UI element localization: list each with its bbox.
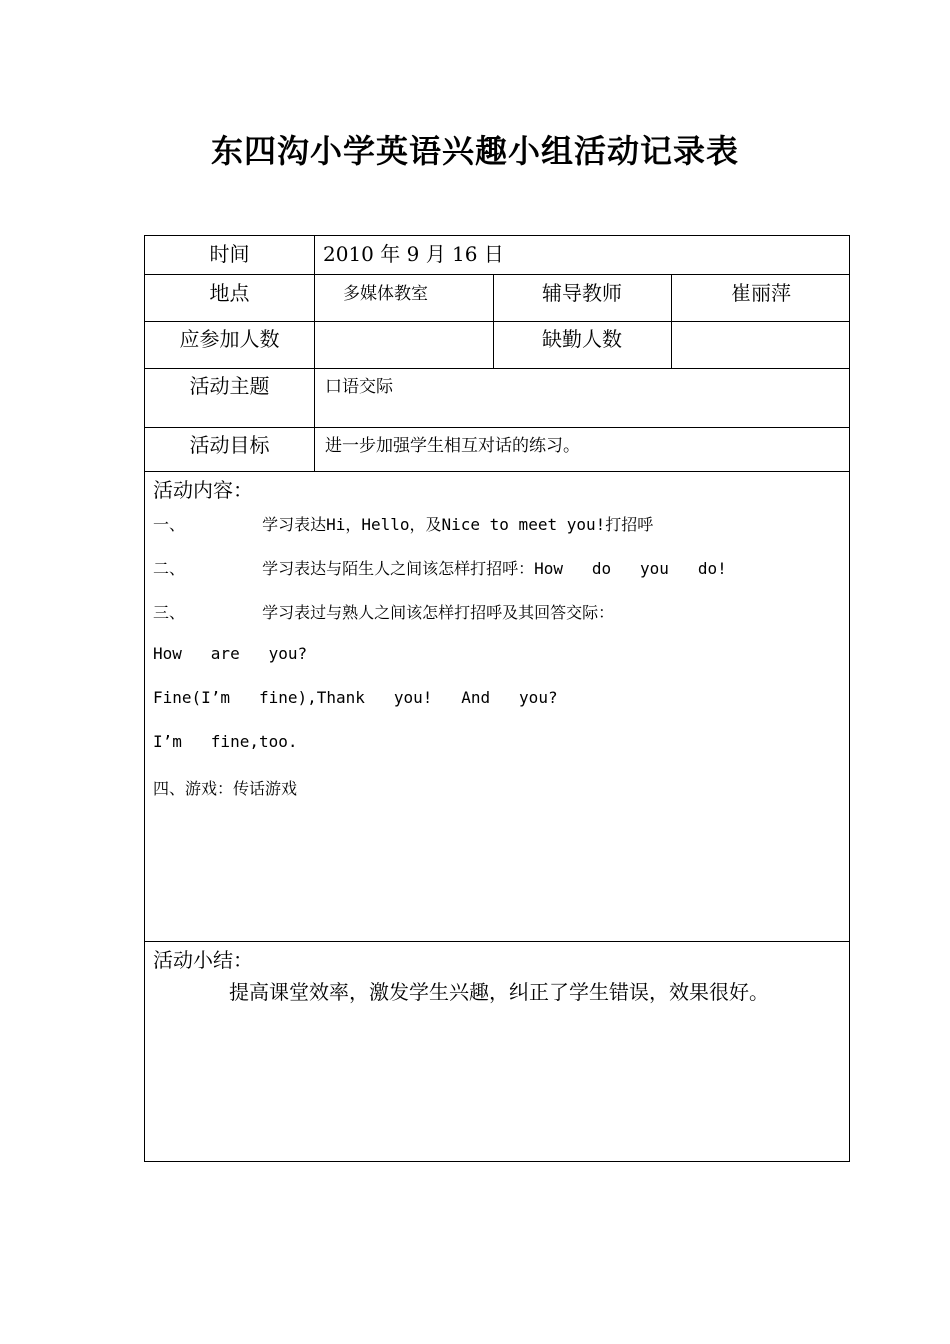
- row-divider: [145, 941, 849, 942]
- row-divider: [145, 274, 849, 275]
- expected-count-label: 应参加人数: [179, 327, 280, 351]
- content-line: I’m fine,too.: [153, 732, 298, 751]
- summary-text: 提高课堂效率，激发学生兴趣，纠正了学生错误，效果很好。: [229, 980, 769, 1004]
- activity-record-form: [144, 235, 850, 1162]
- content-line: 三、 学习表过与熟人之间该怎样打招呼及其回答交际：: [153, 603, 615, 622]
- column-divider: [314, 236, 315, 471]
- tutor-label: 辅导教师: [542, 281, 622, 305]
- tutor-value: 崔丽萍: [731, 281, 791, 305]
- row-divider: [145, 471, 849, 472]
- content-line: 一、 学习表达Hi，Hello，及Nice to meet you!打招呼: [153, 515, 654, 534]
- content-line: How are you?: [153, 644, 308, 663]
- time-value: 2010 年 9 月 16 日: [323, 242, 504, 266]
- summary-heading: 活动小结：: [153, 948, 253, 972]
- row-divider: [145, 427, 849, 428]
- time-label: 时间: [209, 242, 250, 266]
- content-line: Fine(I’m fine),Thank you! And you?: [153, 688, 558, 707]
- row-divider: [145, 321, 849, 322]
- absent-count-label: 缺勤人数: [542, 327, 622, 351]
- content-line: 二、 学习表达与陌生人之间该怎样打招呼：How do you do!: [153, 559, 727, 578]
- row-divider: [145, 368, 849, 369]
- place-value: 多媒体教室: [343, 284, 428, 304]
- page-title: 东四沟小学英语兴趣小组活动记录表: [210, 132, 739, 170]
- theme-label: 活动主题: [189, 374, 270, 398]
- goal-value: 进一步加强学生相互对话的练习。: [325, 436, 580, 456]
- place-label: 地点: [209, 281, 250, 305]
- content-heading: 活动内容：: [153, 478, 253, 502]
- goal-label: 活动目标: [189, 433, 270, 457]
- content-line: 四、游戏：传话游戏: [153, 779, 298, 798]
- theme-value: 口语交际: [325, 377, 393, 397]
